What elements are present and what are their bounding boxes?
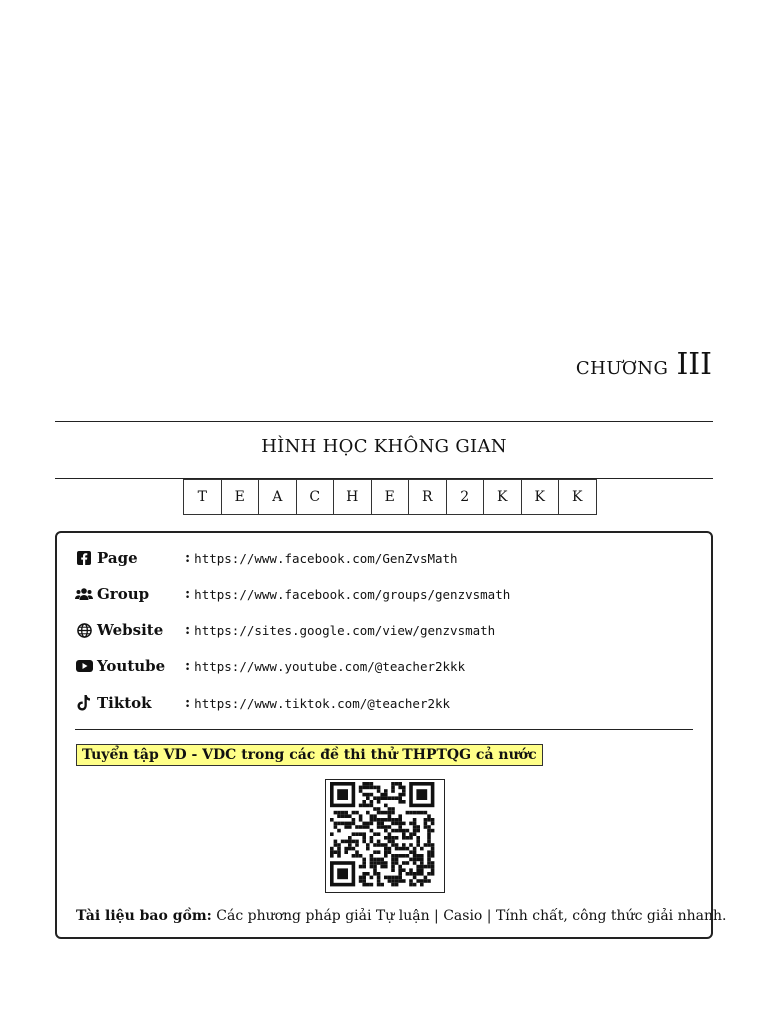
title-rule-top: [55, 421, 713, 422]
letter-cell: T: [183, 479, 222, 515]
letter-cell: E: [371, 479, 410, 515]
tiktok-icon: [75, 695, 93, 711]
tiktok-link[interactable]: https://www.tiktok.com/@teacher2kk: [194, 695, 451, 711]
letter-cell: 2: [446, 479, 485, 515]
letter-cell: K: [483, 479, 522, 515]
link-row-group: Group : https://www.facebook.com/groups/genzvsmath: [75, 583, 510, 605]
link-label: Website: [97, 621, 164, 639]
link-label: Tiktok: [97, 694, 152, 712]
chapter-number: III: [676, 347, 712, 382]
footer-text: [76, 908, 726, 924]
globe-icon: [75, 622, 93, 638]
divider: [75, 729, 693, 730]
website-link[interactable]: https://sites.google.com/view/genzvsmath: [194, 622, 496, 638]
group-link[interactable]: https://www.facebook.com/groups/genzvsmath: [194, 586, 511, 602]
letter-cell: E: [221, 479, 260, 515]
highlight-banner: Tuyển tập VD - VDC trong các đề thi thử THPTQG cả nước: [76, 744, 543, 766]
link-row-website: Website : https://sites.google.com/view/genzvsmath: [75, 619, 495, 641]
letter-cell: R: [408, 479, 447, 515]
youtube-icon: [75, 658, 93, 674]
letter-cell: A: [258, 479, 297, 515]
teacher-letter-strip: [183, 479, 597, 515]
page-title: HÌNH HỌC KHÔNG GIAN: [261, 436, 507, 457]
letter-cell: C: [296, 479, 335, 515]
footer-description: Các phương pháp giải Tự luận | Casio | Tính chất, công thức giải nhanh.: [216, 908, 727, 924]
link-row-page: Page : https://www.facebook.com/GenZvsMath: [75, 547, 458, 569]
link-row-youtube: Youtube : https://www.youtube.com/@teacher2kkk: [75, 655, 465, 677]
group-icon: [75, 586, 93, 602]
facebook-icon: [75, 550, 93, 566]
letter-cell: K: [558, 479, 597, 515]
link-label: Youtube: [97, 657, 166, 675]
chapter-heading: [576, 347, 712, 382]
chapter-word: CHƯƠNG: [575, 358, 669, 379]
youtube-link[interactable]: https://www.youtube.com/@teacher2kkk: [194, 658, 466, 674]
info-box: [55, 531, 727, 939]
letter-cell: K: [521, 479, 560, 515]
link-row-tiktok: Tiktok : https://www.tiktok.com/@teacher2kk: [75, 692, 450, 714]
link-label: Page: [97, 549, 138, 567]
footer-label: Tài liệu bao gồm:: [76, 908, 212, 924]
link-label: Group: [97, 585, 150, 603]
page-link[interactable]: https://www.facebook.com/GenZvsMath: [194, 550, 458, 566]
letter-cell: H: [333, 479, 372, 515]
qr-code: [325, 779, 445, 893]
